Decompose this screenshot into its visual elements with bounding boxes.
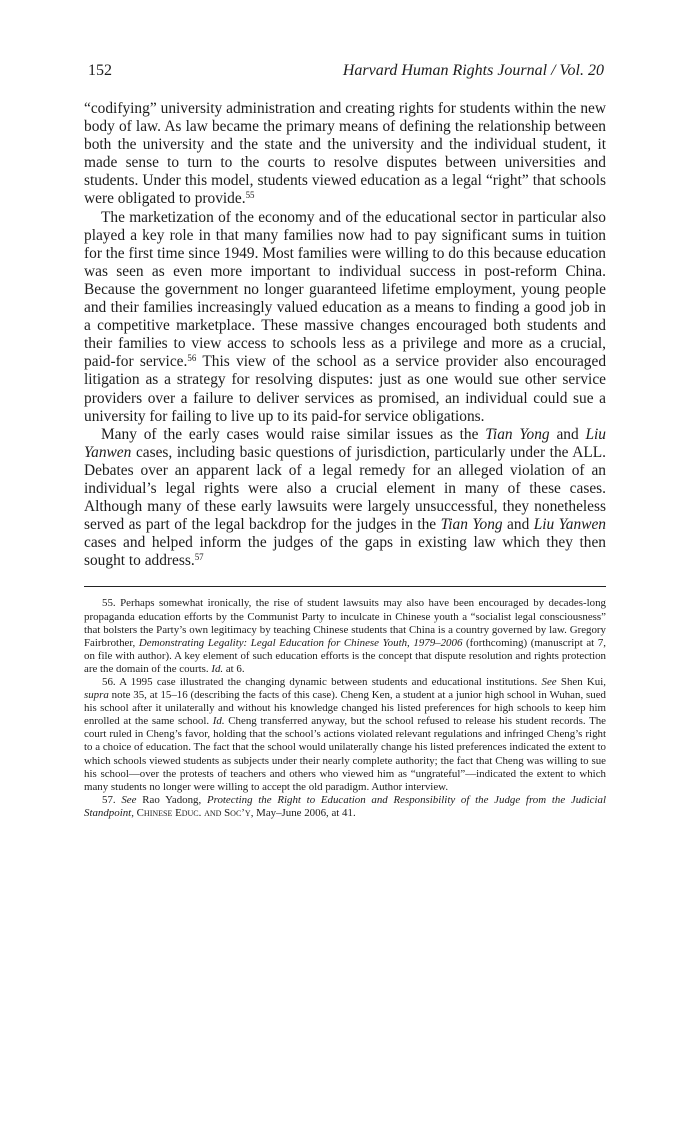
footnote-57-text-a: 57. [102, 793, 122, 806]
footnote-56-text-c: note 35, at 15–16 (describing the facts of this case). Cheng Ken, a student at a junior high school in Wuhan, sued his school after it unilaterally and without his knowledge changed his listed preferences for high schools to keep him enrolled at the same school. [84, 689, 606, 728]
footnote-57-text-d: , May–June 2006, at 41. [250, 806, 356, 819]
page-header [84, 62, 606, 88]
paragraph-3-text-3: cases, including basic questions of jurisdiction, particularly under the ALL. Debates over an apparent lack of a legal remedy for an alleged violation of an individual’s legal rights were also a crucial element in many of these cases. Although many of these early lawsuits were largely unsuccessful, they nonetheless served as part of the legal backdrop for the judges in the [84, 443, 606, 534]
running-head: Harvard Human Rights Journal / Vol. 20 [342, 62, 604, 79]
document-page [84, 62, 606, 820]
paragraph-3-text-4: and [502, 516, 534, 534]
footnote-56-text-b: Shen Kui, [556, 676, 606, 688]
footnote-ref-55: 55 [245, 190, 255, 201]
paragraph-2-text-b: This view of the school as a service provider also encouraged litigation as a strategy for resolving disputes: just as one would sue other service providers over a failure to deliver services as promised, an individual could sue a university for failing to live up to its paid-for service obligations. [84, 353, 607, 425]
footnote-56-id: Id. [212, 715, 225, 728]
footnote-55-title: Demonstrating Legality: Legal Education for Chinese Youth, 1979–2006 [138, 636, 463, 649]
case-name-tian-yong: Tian Yong [485, 425, 550, 443]
footnote-55-text-c: at 6. [223, 662, 245, 675]
footnote-56 [84, 676, 606, 794]
footnote-55-text-b: (forthcoming) (manuscript at 7, on file with author). A key element of such education efforts is the concept that dispute resolution and rights protection are the domain of the courts. [84, 636, 606, 675]
footnote-ref-57: 57 [194, 552, 204, 563]
footnote-divider [84, 586, 606, 587]
paragraph-2-text-a: The marketization of the economy and of the educational sector in particular also played a key role in that many families now had to pay significant sums in tuition for the first time since 1949. Most families were willing to do this because education was seen as even more important to individual success in post-reform China. Because the government no longer guaranteed lifetime employment, young people and their families increasingly valued education as a means to finding a good job in a competitive marketplace. These massive changes encouraged both students and their families to view access to schools less as a privilege and more as a crucial, paid-for service. [84, 208, 606, 371]
footnote-57-journal: Chinese Educ. and Soc’y [136, 806, 251, 819]
paragraph-3-text-1: Many of the early cases would raise similar issues as the [101, 425, 486, 443]
case-name-tian-yong-2: Tian Yong [440, 516, 503, 534]
footnote-55-text-a: 55. Perhaps somewhat ironically, the rise of student lawsuits may also have been encouraged by decades-long propaganda education efforts by the Communist Party to inculcate in Chinese youth a “socialist legal consciousness” that bolsters the Party’s own legitimacy by teaching Chinese students that China is a country governed by law. Gregory Fairbrother, [84, 597, 606, 649]
footnote-57-text-b: Rao Yadong, [136, 793, 207, 806]
footnote-57-title: Protecting the Right to Education and Responsibility of the Judge from the Judicial Standpoint [84, 793, 606, 819]
paragraph-3 [84, 426, 606, 571]
footnote-57 [84, 794, 606, 820]
body-text [84, 100, 606, 570]
footnote-57-text-c: , [131, 806, 137, 819]
paragraph-3-text-2: and [549, 425, 586, 443]
footnote-56-see: See [541, 676, 557, 688]
footnote-55 [84, 597, 606, 676]
paragraph-1-text: “codifying” university administration and creating rights for students within the new body of law. As law became the primary means of defining the relationship between both the university and the state and the university and the individual student, it made sense to turn to the courts to resolve disputes between universities and students. Under this model, students viewed education as a legal “right” that schools were obligated to provide. [84, 100, 606, 208]
case-name-liu-yanwen: Liu Yanwen [84, 425, 606, 461]
footnote-57-see: See [121, 793, 137, 806]
footnote-56-text-d: Cheng transferred anyway, but the school refused to release his student records. The court ruled in Cheng’s favor, holding that the school’s actions violated relevant regulations and infringed Cheng’s right to a choice of education. The fact that the school would unilaterally change his listed preferences indicated the extent to which schools viewed students as subjects under their nearly complete authority; the fact that Cheng was willing to sue his school—over the protests of teachers and others who viewed him as “ungrateful”—indicated the extent to which many students no longer were willing to accept the old paradigm. Author interview. [84, 715, 607, 793]
footnotes [84, 597, 606, 820]
page-number: 152 [88, 62, 112, 79]
footnote-ref-56: 56 [187, 353, 197, 364]
footnote-56-text-a: 56. A 1995 case illustrated the changing dynamic between students and educational institutions. [102, 676, 542, 688]
paragraph-2 [84, 209, 606, 426]
case-name-liu-yanwen-2: Liu Yanwen [533, 516, 606, 534]
footnote-56-supra: supra [84, 689, 109, 702]
paragraph-1 [84, 100, 606, 209]
footnote-55-id: Id. [211, 662, 224, 675]
paragraph-3-text-5: cases and helped inform the judges of the gaps in existing law which they then sought to address. [84, 534, 606, 570]
